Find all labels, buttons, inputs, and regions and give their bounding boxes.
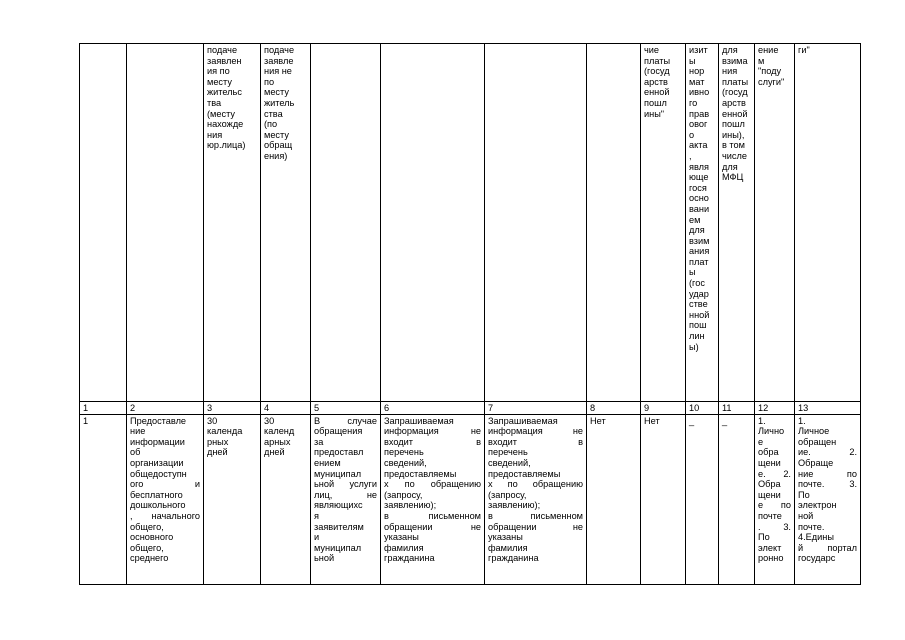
cell-result-methods: 1. Личное обращен ие. 2. Обраще ние по почте. 3. По электрон ной почте. 4.Едины й портал государс	[795, 414, 861, 584]
column-number: 9	[641, 402, 686, 415]
cell-refusal-reasons: Запрашиваемая информация не входит в перечень сведений, предоставляемы х по обращению (запросу, заявлению); в письменном обращении не указаны фамилия гражданина	[485, 414, 587, 584]
column-number: 13	[795, 402, 861, 415]
cell-fee-act: _	[686, 414, 719, 584]
cell-result-methods: ги"	[795, 44, 861, 402]
cell-application-methods: ение м "поду слуги"	[755, 44, 795, 402]
column-number: 6	[381, 402, 485, 415]
column-number: 3	[204, 402, 261, 415]
cell-fee-legal-act: изит ы нор мат ивно го прав овог о акта , явля юще гося осно вани ем для взим ания плат ы (гос удар стве нной пош лин ы)	[686, 44, 719, 402]
cell-application-methods: 1. Лично е обра щени е. 2. Обра щени е по почте . 3. По элект ронно	[755, 414, 795, 584]
table-row	[80, 414, 861, 584]
column-number: 7	[485, 402, 587, 415]
column-number: 5	[311, 402, 381, 415]
cell	[381, 44, 485, 402]
cell	[485, 44, 587, 402]
cell-fee-kbk: для взима ния платы (госуд арств енной пошл ины), в том числе для МФЦ	[719, 44, 755, 402]
cell	[587, 44, 641, 402]
cell-fee: Нет	[641, 414, 686, 584]
cell-term-residence: 30 календа рных дней	[204, 414, 261, 584]
services-table	[79, 43, 861, 585]
column-numbers-row	[80, 402, 861, 415]
column-number: 12	[755, 402, 795, 415]
column-number: 2	[127, 402, 204, 415]
column-number: 8	[587, 402, 641, 415]
cell-service-name: Предоставле ние информации об организации общедоступн ого и бесплатного дошкольного , начального общего, основного общего, среднего	[127, 414, 204, 584]
cell	[127, 44, 204, 402]
cell-term-not-residence: 30 календ арных дней	[261, 414, 311, 584]
column-number: 10	[686, 402, 719, 415]
column-number: 4	[261, 402, 311, 415]
row-number: 1	[80, 414, 127, 584]
continuation-row	[80, 44, 861, 402]
cell-submission-place-not-residence: подаче заявле ния не по месту житель ства (по месту обращ ения)	[261, 44, 311, 402]
cell-fee-code: _	[719, 414, 755, 584]
cell-fee-presence: чие платы (госуд арств енной пошл ины"	[641, 44, 686, 402]
cell-submission-place-residence: подаче заявлен ия по месту жительс тва (месту нахожде ния юр.лица)	[204, 44, 261, 402]
cell-suspension: Нет	[587, 414, 641, 584]
column-number: 1	[80, 402, 127, 415]
cell	[311, 44, 381, 402]
cell-rejection-grounds: Запрашиваемая информация не входит в перечень сведений, предоставляемы х по обращению (запросу, заявлению); в письменном обращении не указаны фамилия гражданина	[381, 414, 485, 584]
cell	[80, 44, 127, 402]
cell-refusal-grounds: В случае обращения за предоставл ением муниципал ьной услуги лиц, не являющихс я заявителям и муниципал ьной	[311, 414, 381, 584]
column-number: 11	[719, 402, 755, 415]
